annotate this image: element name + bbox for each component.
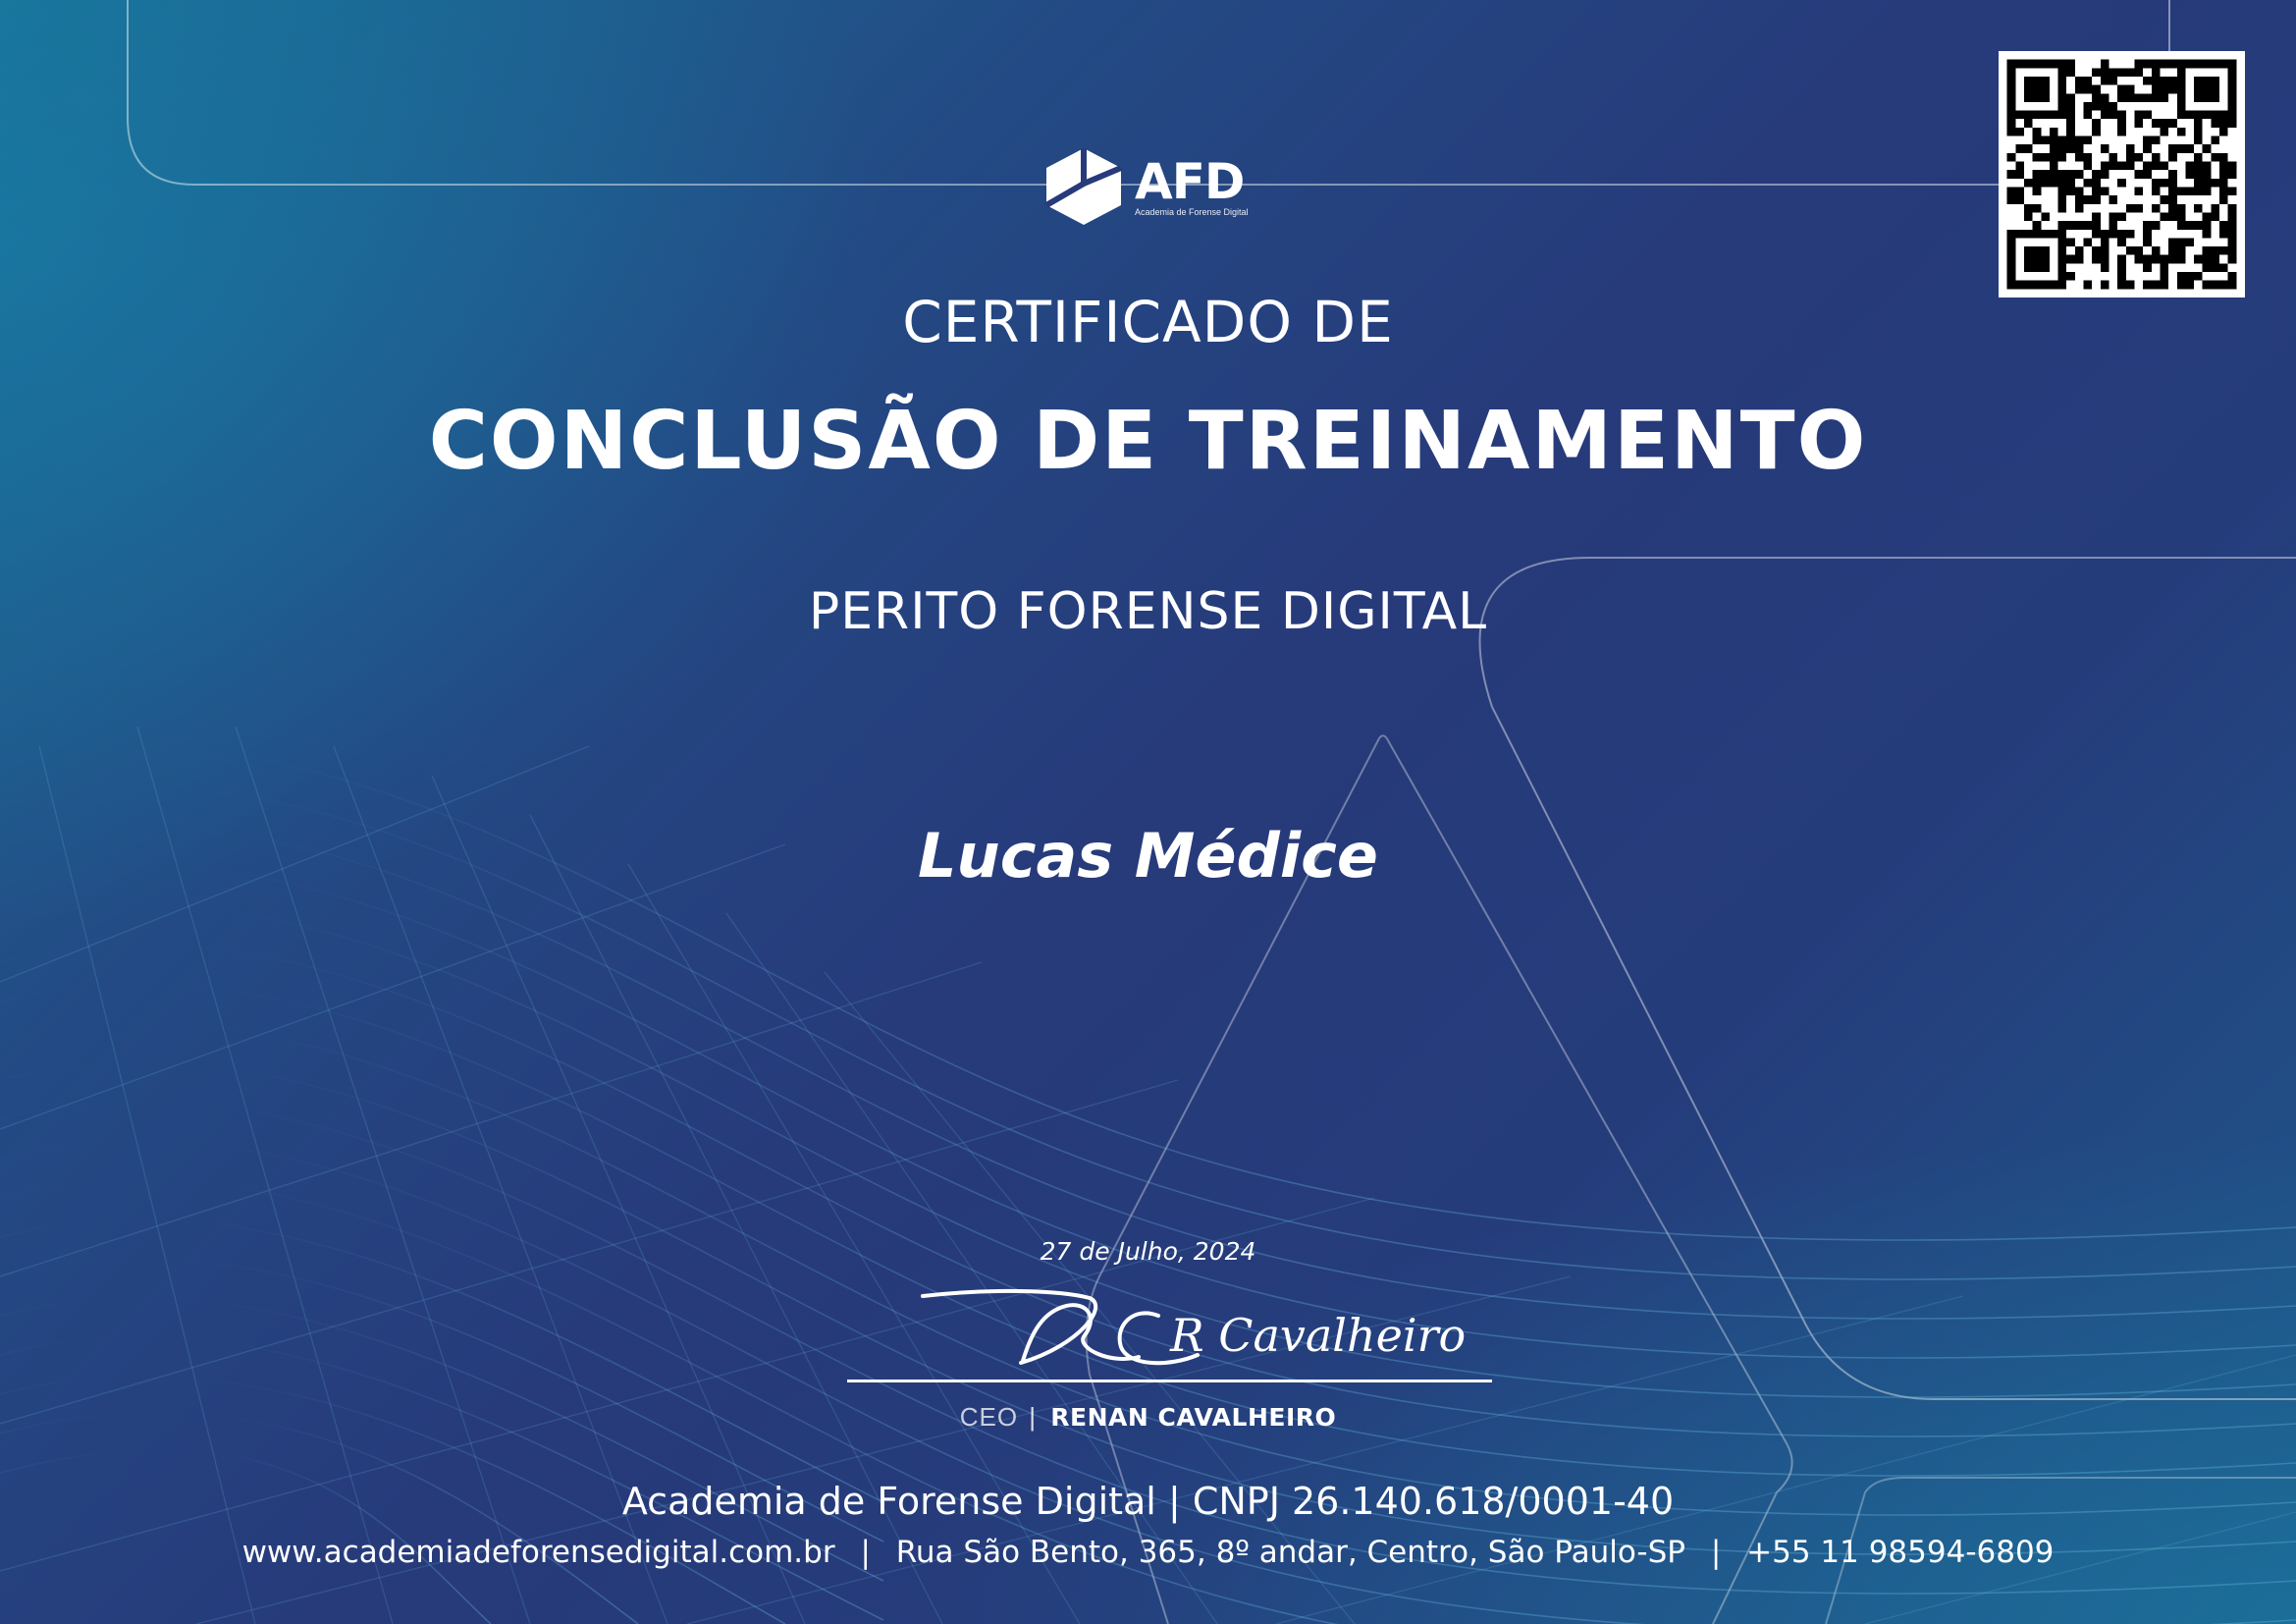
signer — [0, 1400, 2296, 1435]
footer-address: Rua São Bento, 365, 8º andar, Centro, São Paulo-SP — [895, 1535, 1685, 1570]
footer-organization: Academia de Forense Digital | CNPJ 26.140.618/0001-40 — [621, 1480, 1675, 1523]
signer-name: RENAN CAVALHEIRO — [1050, 1403, 1337, 1432]
footer-separator: | — [1710, 1535, 1722, 1570]
logo-wordmark: AFD — [1135, 152, 1245, 210]
afd-logo — [1039, 142, 1264, 231]
signature-line — [847, 1380, 1492, 1382]
signature-script: R Cavalheiro — [1170, 1309, 1467, 1362]
footer-separator: | — [860, 1535, 871, 1570]
footer-website[interactable]: www.academiadeforensedigital.com.br — [241, 1535, 835, 1570]
logo-text — [1135, 152, 1249, 218]
certificate-title: CONCLUSÃO DE TREINAMENTO — [428, 395, 1868, 488]
signer-separator: | — [1029, 1402, 1037, 1432]
logo-subtitle: Academia de Forense Digital — [1135, 206, 1249, 217]
footer-phone[interactable]: +55 11 98594-6809 — [1746, 1535, 2055, 1570]
student-name: Lucas Médice — [918, 820, 1378, 892]
footer-contacts — [0, 1534, 2296, 1571]
signature — [913, 1276, 1467, 1375]
issue-date: 27 de Julho, 2024 — [1040, 1237, 1256, 1266]
qr-code-icon[interactable] — [1999, 51, 2245, 298]
signer-role: CEO — [959, 1402, 1019, 1432]
cube-logo-icon — [1039, 144, 1129, 229]
certificate-subtitle: CERTIFICADO DE — [902, 289, 1394, 355]
course-name: PERITO FORENSE DIGITAL — [808, 582, 1488, 641]
